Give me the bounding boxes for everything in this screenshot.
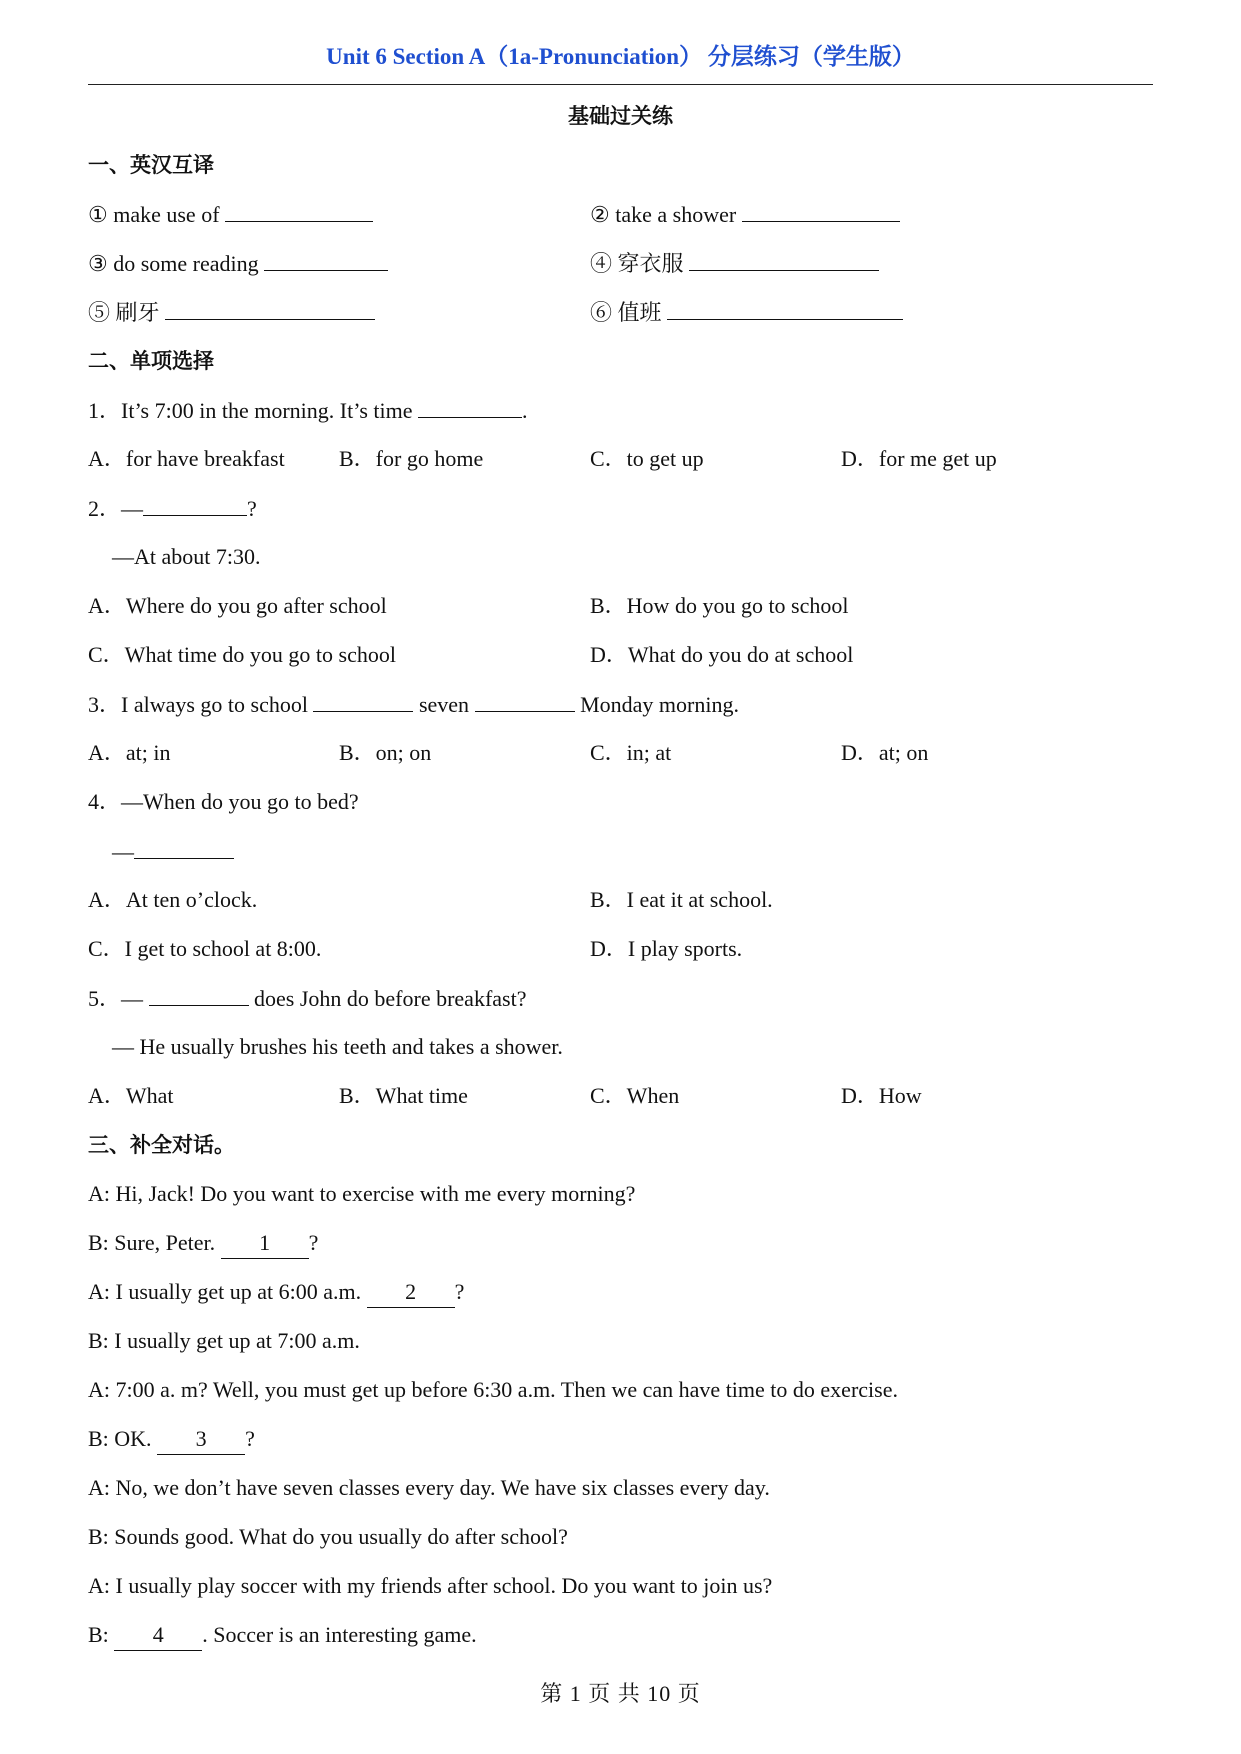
question-5-options [88,1076,1153,1125]
question-5-stem: 5．— does John do before breakfast? [88,978,1153,1027]
translation-item-3: ③ do some reading [88,243,388,284]
option-b[interactable]: B．What time [339,1083,468,1108]
dialogue-line: B: Sure, Peter. 1 ? [88,1223,1153,1272]
translation-item-6: ⑥ 值班 [590,292,903,333]
answer-blank[interactable] [165,292,375,320]
dialogue-line: B: 4 . Soccer is an interesting game. [88,1615,1153,1664]
dialogue-line: B: Sounds good. What do you usually do after school? [88,1524,568,1549]
option-d[interactable]: D．How [841,1083,922,1108]
option-b[interactable]: B．How do you go to school [590,593,849,618]
question-4-stem: 4．—When do you go to bed? [88,789,359,814]
question-2-options-row-1 [88,586,1153,635]
translation-item-5: ⑤ 刷牙 [88,292,375,333]
question-2-stem: 2．— ? [88,488,1153,537]
answer-blank[interactable] [143,488,247,516]
option-d[interactable]: D．at; on [841,740,929,765]
answer-blank[interactable] [313,684,413,712]
question-1-stem: 1．It’s 7:00 in the morning. It’s time . [88,390,1153,439]
document-title: Unit 6 Section A（1a-Pronunciation） 分层练习（学生版） [326,44,915,69]
dialogue-line: B: I usually get up at 7:00 a.m. [88,1328,360,1353]
option-a[interactable]: A．What [88,1083,174,1108]
answer-blank[interactable] [225,194,373,222]
question-3-stem: 3．I always go to school seven Monday morning. [88,684,1153,733]
option-c[interactable]: C．I get to school at 8:00. [88,936,322,961]
answer-blank[interactable] [689,243,879,271]
option-c[interactable]: C．What time do you go to school [88,642,396,667]
answer-blank[interactable] [742,194,900,222]
option-a[interactable]: A．for have breakfast [88,446,285,471]
answer-blank[interactable] [418,390,522,418]
section-title: 基础过关练 [568,104,673,128]
dialogue-blank-2[interactable]: 2 [367,1277,455,1308]
option-b[interactable]: B．on; on [339,740,432,765]
worksheet-content [88,96,1153,1664]
part1-heading: 一、英汉互译 [88,153,214,177]
question-2-options-row-2 [88,635,1153,684]
option-d[interactable]: D．for me get up [841,446,997,471]
answer-blank[interactable] [667,292,903,320]
question-2-answer: —At about 7:30. [112,544,261,569]
option-a[interactable]: A．Where do you go after school [88,593,387,618]
question-5-answer: — He usually brushes his teeth and takes a shower. [112,1034,563,1059]
translation-item-4: ④ 穿衣服 [590,243,879,284]
answer-blank[interactable] [134,831,234,859]
dialogue-line: A: No, we don’t have seven classes every day. We have six classes every day. [88,1475,770,1500]
dialogue-line: A: 7:00 a. m? Well, you must get up before 6:30 a.m. Then we can have time to do exercise. [88,1377,898,1402]
dialogue-blank-1[interactable]: 1 [221,1228,309,1259]
translation-row [88,194,1153,243]
dialogue-line: A: I usually play soccer with my friends after school. Do you want to join us? [88,1573,773,1598]
question-3-options [88,733,1153,782]
dialogue-blank-3[interactable]: 3 [157,1424,245,1455]
option-d[interactable]: D．I play sports. [590,936,743,961]
page-number: 第 1 页 共 10 页 [540,1681,701,1706]
option-d[interactable]: D．What do you do at school [590,642,854,667]
option-b[interactable]: B．for go home [339,446,484,471]
option-c[interactable]: C．When [590,1083,680,1108]
question-4-options-row-1 [88,880,1153,929]
translation-item-2: ② take a shower [590,194,900,235]
dialogue-line: A: Hi, Jack! Do you want to exercise with me every morning? [88,1181,636,1206]
translation-item-1: ① make use of [88,194,373,235]
part3-heading: 三、补全对话。 [88,1133,235,1157]
option-a[interactable]: A．at; in [88,740,171,765]
question-4-answer: — [88,831,1153,880]
option-b[interactable]: B．I eat it at school. [590,887,773,912]
dialogue-line: A: I usually get up at 6:00 a.m. 2 ? [88,1272,1153,1321]
dialogue-line: B: OK. 3 ? [88,1419,1153,1468]
translation-row [88,292,1153,341]
page-header [88,30,1153,85]
dialogue-blank-4[interactable]: 4 [114,1620,202,1651]
question-4-options-row-2 [88,929,1153,978]
option-a[interactable]: A．At ten o’clock. [88,887,258,912]
question-1-options [88,439,1153,488]
answer-blank[interactable] [264,243,388,271]
answer-blank[interactable] [475,684,575,712]
option-c[interactable]: C．in; at [590,740,672,765]
answer-blank[interactable] [149,978,249,1006]
translation-row [88,243,1153,292]
part2-heading: 二、单项选择 [88,349,214,373]
option-c[interactable]: C．to get up [590,446,704,471]
